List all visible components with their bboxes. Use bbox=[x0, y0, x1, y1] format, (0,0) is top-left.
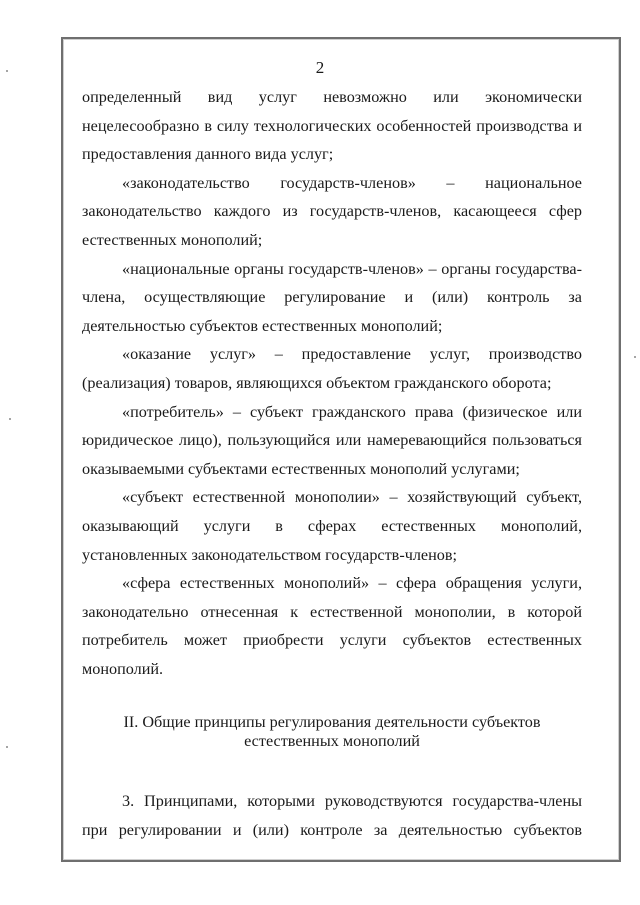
paragraph bbox=[82, 83, 582, 169]
text-line: члена, осуществляющие регулирование и (или) контроль за bbox=[82, 288, 582, 307]
text-line: «оказание услуг» – предоставление услуг, производство bbox=[122, 345, 582, 364]
text-line: «сфера естественных монополий» – сфера обращения услуги, bbox=[122, 574, 582, 593]
text-line: «потребитель» – субъект гражданского права (физическое или bbox=[122, 402, 582, 421]
section-heading-line: II. Общие принципы регулирования деятельности субъектов bbox=[123, 713, 541, 732]
text-line: юридическое лицо), пользующийся или намеревающийся пользоваться bbox=[82, 431, 582, 450]
text-line: деятельностью субъектов естественных монополий; bbox=[82, 316, 443, 335]
text-line: законодательство каждого из государств-членов, касающееся сфер bbox=[82, 202, 582, 221]
text-line: естественных монополий; bbox=[82, 230, 263, 249]
paragraph bbox=[82, 340, 582, 397]
text-line: оказываемыми субъектами естественных монополий услугами; bbox=[82, 459, 520, 478]
document-body bbox=[82, 83, 582, 845]
section-heading bbox=[82, 713, 582, 751]
text-line: «законодательство государств-членов» – национальное bbox=[122, 173, 582, 192]
scan-speck bbox=[634, 356, 636, 358]
text-line: монополий. bbox=[82, 659, 164, 678]
text-line: установленных законодательством государств-членов; bbox=[82, 545, 458, 564]
text-line: при регулировании и (или) контроле за деятельностью субъектов bbox=[82, 821, 582, 840]
paragraph bbox=[82, 255, 582, 341]
text-line: определенный вид услуг невозможно или экономически bbox=[82, 88, 582, 106]
text-line: «национальные органы государств-членов» – органы государства- bbox=[122, 259, 582, 278]
text-line: законодательно отнесенная к естественной монополии, в которой bbox=[82, 602, 582, 621]
text-line: оказывающий услуги в сферах естественных монополий, bbox=[82, 516, 582, 535]
paragraph bbox=[82, 169, 582, 255]
text-line: 3. Принципами, которыми руководствуются государства-члены bbox=[122, 792, 582, 811]
paragraph bbox=[82, 569, 582, 683]
text-line: потребитель может приобрести услуги субъектов естественных bbox=[82, 631, 582, 650]
text-line: «субъект естественной монополии» – хозяйствующий субъект, bbox=[122, 488, 582, 507]
text-line: нецелесообразно в силу технологических особенностей производства и bbox=[82, 116, 582, 135]
paragraph bbox=[82, 398, 582, 484]
section-heading-line: естественных монополий bbox=[244, 732, 420, 751]
scan-speck bbox=[9, 418, 11, 420]
text-line: (реализация) товаров, являющихся объектом гражданского оборота; bbox=[82, 373, 552, 392]
text-line: предоставления данного вида услуг; bbox=[82, 145, 334, 164]
paragraph bbox=[82, 483, 582, 569]
clause-paragraph bbox=[82, 787, 582, 844]
page-number: 2 bbox=[315, 58, 325, 77]
scan-speck bbox=[6, 746, 8, 748]
